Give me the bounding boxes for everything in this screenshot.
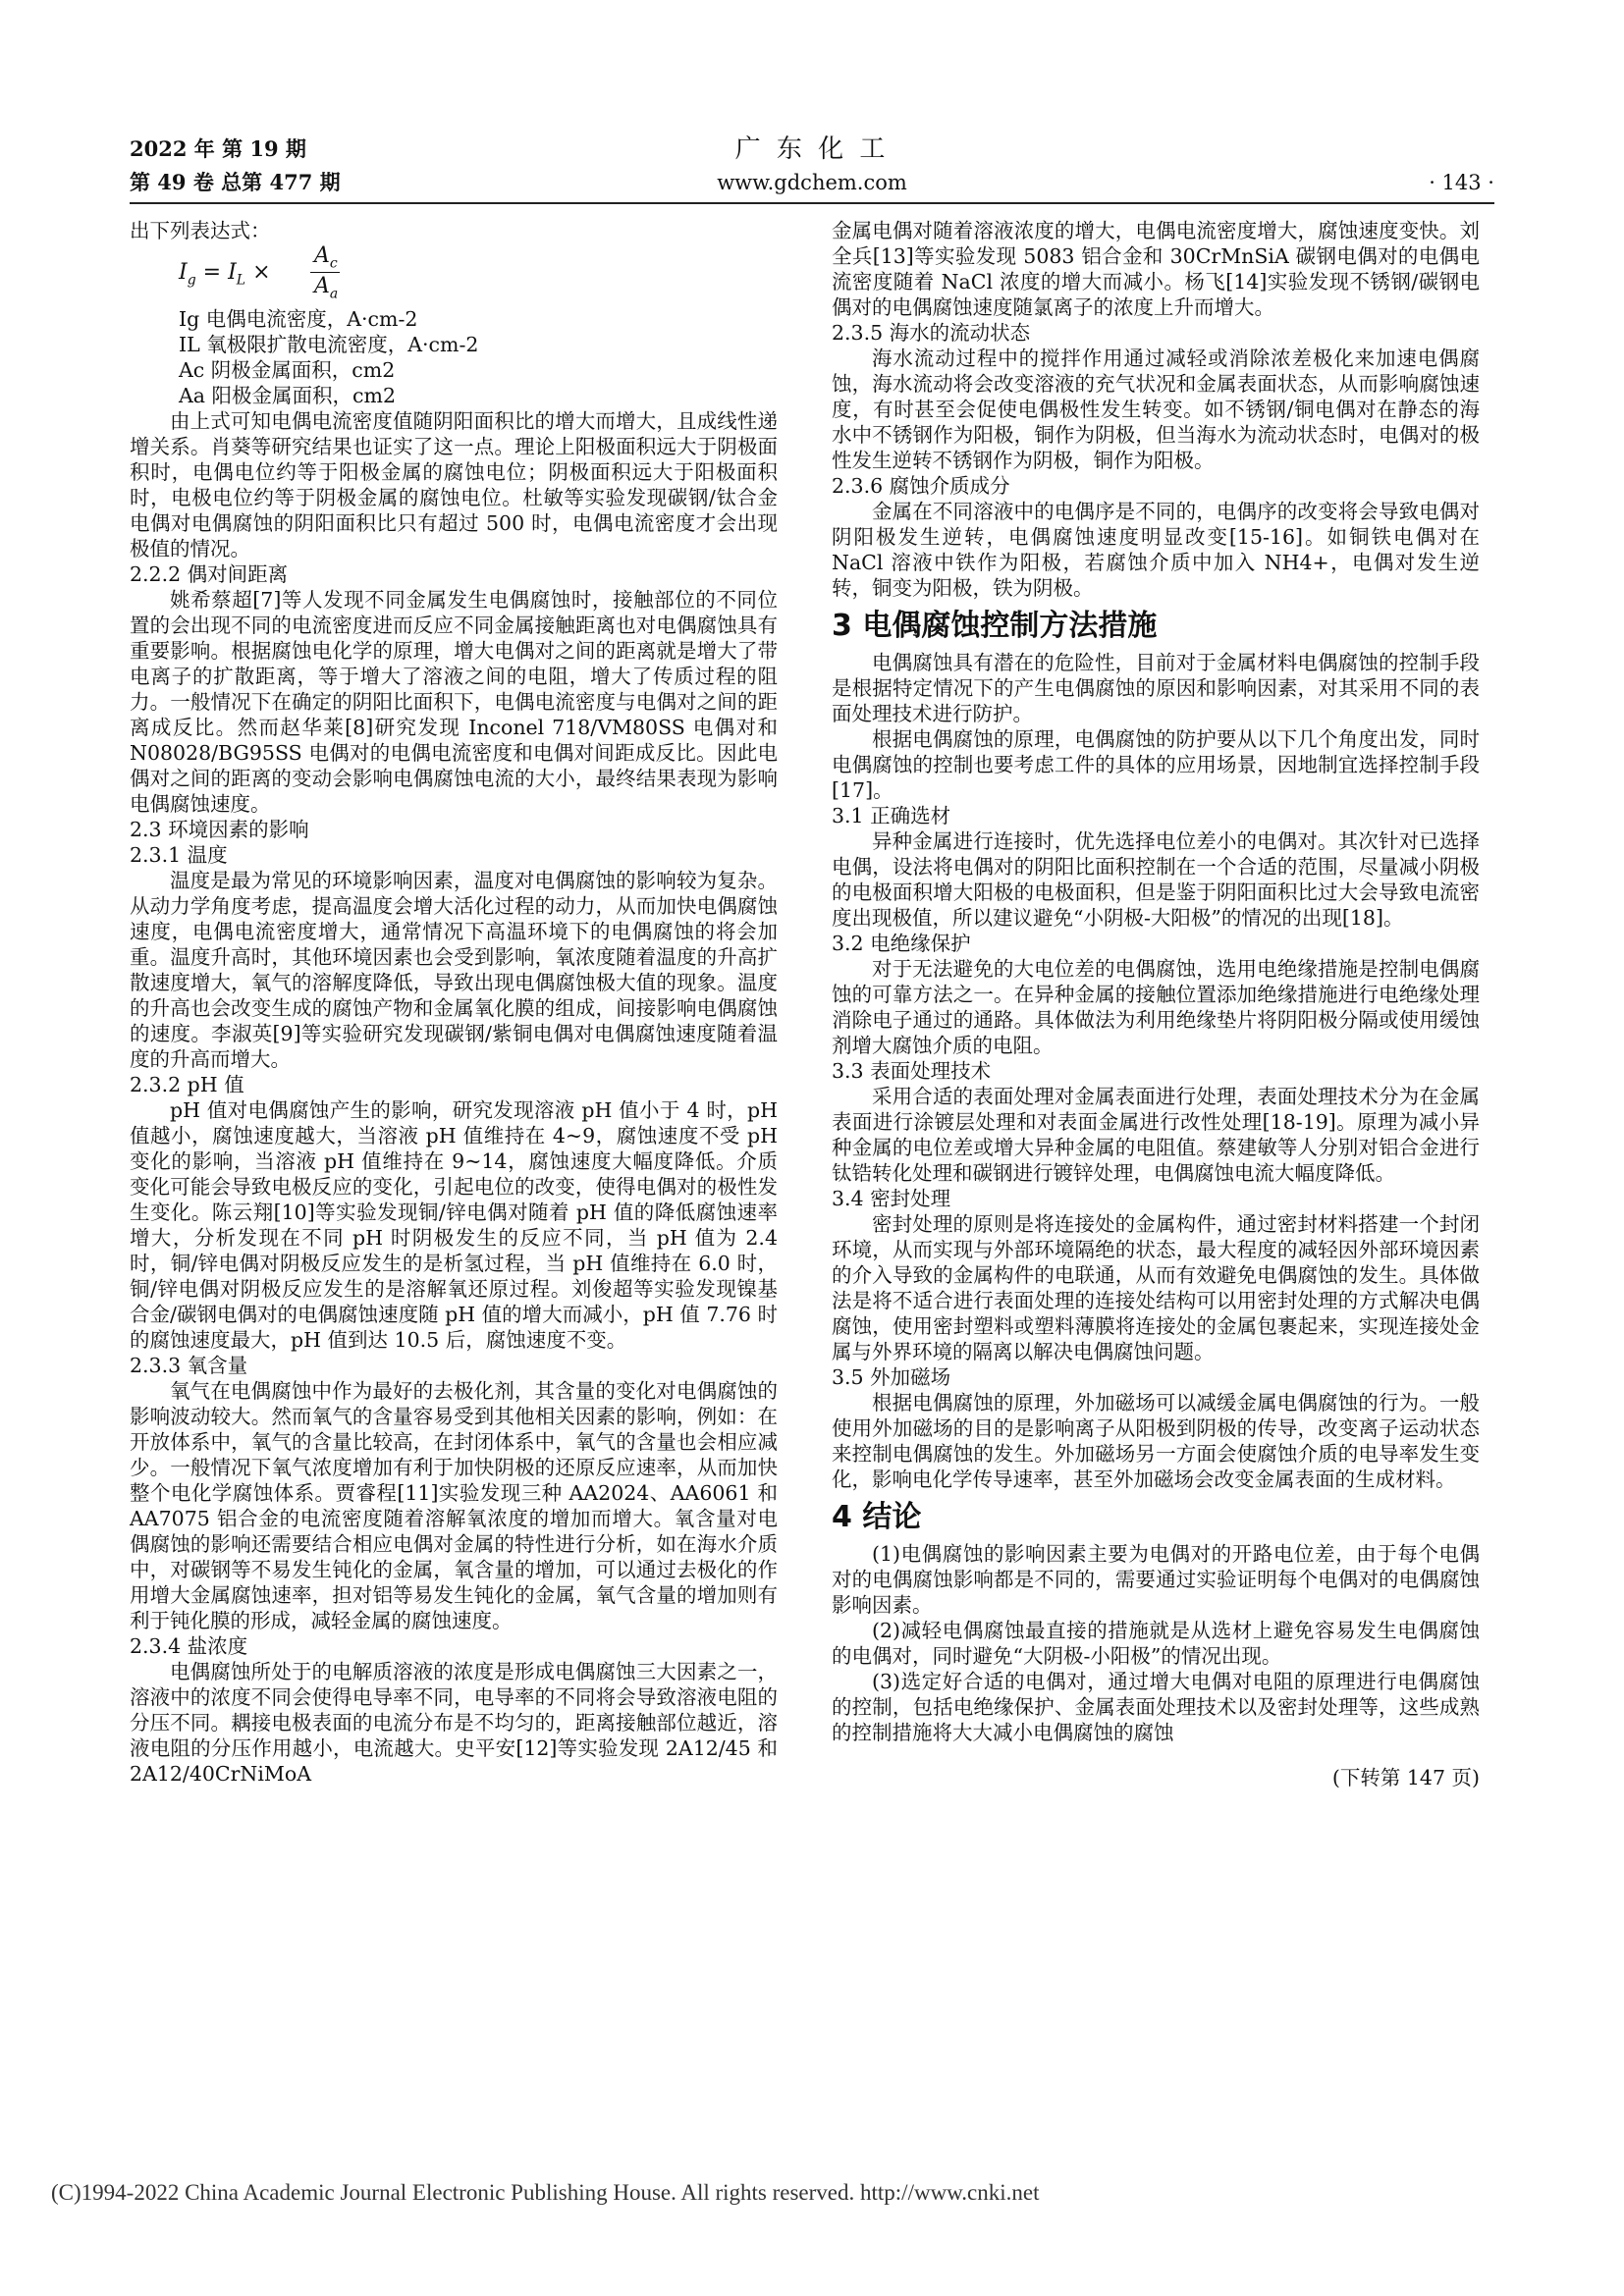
copyright-footer: (C)1994-2022 China Academic Journal Electronic Publishing House. All rights reserved. http://www.cnki.net [51,2180,1040,2205]
header-rule [130,202,1494,204]
section-heading: 2.2.2 偶对间距离 [130,562,289,586]
section-heading: 3.2 电绝缘保护 [832,932,971,955]
variable-definition: Ig 电偶电流密度，A·cm-2 [179,307,418,331]
body-paragraph: 根据电偶腐蚀的原理，外加磁场可以减缓金属电偶腐蚀的行为。一般使用外加磁场的目的是影响离子从阳极到阴极的传导，改变离子运动状态来控制电偶腐蚀的发生。外加磁场另一方面会使腐蚀介质的电导率发生变化，影响电化学传导速率，甚至外加磁场会改变金属表面的生成材料。 [832,1391,1480,1491]
body-paragraph: 姚希蔡超[7]等人发现不同金属发生电偶腐蚀时，接触部位的不同位置的会出现不同的电流密度进而反应不同金属接触距离也对电偶腐蚀具有重要影响。根据腐蚀电化学的原理，增大电偶对之间的距离就是增大了带电离子的扩散距离，等于增大了溶液之间的电阻，增大了传质过程的阻力。一般情况下在确定的阴阳比面积下，电偶电流密度与电偶对之间的距离成反比。然而赵华莱[8]研究发现 Inconel 718/VM80SS 电偶对和 N08028/BG95SS 电偶对的电偶电流密度和电偶对间距成反比。因此电偶对之间的距离的变动会影响电偶腐蚀电流的大小，最终结果表现为影响电偶腐蚀速度。 [130,588,778,816]
section-heading: 2.3.6 腐蚀介质成分 [832,474,1010,498]
section-heading: 2.3.3 氧含量 [130,1354,248,1377]
section-heading: 2.3.5 海水的流动状态 [832,321,1031,345]
section-heading: 3.1 正确选材 [832,804,951,828]
current-density-formula: $I_g = I_L$ × $A_c$ $A_a$ [179,243,339,302]
body-paragraph: 温度是最为常见的环境影响因素，温度对电偶腐蚀的影响较为复杂。从动力学角度考虑，提高温度会增大活化过程的动力，从而加快电偶腐蚀速度，电偶电流密度增大，通常情况下高温环境下的电偶腐蚀的将会加重。温度升高时，其他环境因素也会受到影响，氧浓度随着温度的升高扩散速度增大，氧气的溶解度降低，导致出现电偶腐蚀极大值的现象。温度的升高也会改变生成的腐蚀产物和金属氧化膜的组成，间接影响电偶腐蚀的速度。李淑英[9]等实验研究发现碳钢/紫铜电偶对电偶腐蚀速度随着温度的升高而增大。 [130,869,778,1071]
journal-title: 广 东 化 工 [734,134,890,164]
body-paragraph: 异种金属进行连接时，优先选择电位差小的电偶对。其次针对已选择电偶，设法将电偶对的阴阳比面积控制在一个合适的范围，尽量减小阴极的电极面积增大阳极的电极面积，但是鉴于阴阳面积比过大会导致电流密度出现极值，所以建议避免“小阴极-大阳极”的情况的出现[18]。 [832,829,1480,930]
variable-definition: Aa 阳极金属面积，cm2 [179,384,397,407]
section-heading: 2.3.1 温度 [130,843,228,867]
body-paragraph: pH 值对电偶腐蚀产生的影响，研究发现溶液 pH 值小于 4 时，pH 值越小，腐蚀速度越大，当溶液 pH 值维持在 4~9，腐蚀速度不受 pH 变化的影响，当溶液 pH 值维持在 9~14，腐蚀速度大幅度降低。介质变化可能会导致电极反应的变化，引起电位的改变，使得电偶对的极性发生变化。陈云翔[10]等实验发现铜/锌电偶对随着 pH 值的降低腐蚀速率增大，分析发现在不同 pH 时阴极发生的反应不同，当 pH 值为 2.4 时，铜/锌电偶对阴极反应发生的是析氢过程，当 pH 值维持在 6.0 时，铜/锌电偶对阴极反应发生的是溶解氧还原过程。刘俊超等实验发现镍基合金/碳钢电偶对的电偶腐蚀速度随 pH 值的增大而减小，pH 值 7.76 时的腐蚀速度最大，pH 值到达 10.5 后，腐蚀速度不变。 [130,1098,778,1352]
body-paragraph: 氧气在电偶腐蚀中作为最好的去极化剂，其含量的变化对电偶腐蚀的影响波动较大。然而氧气的含量容易受到其他相关因素的影响，例如：在开放体系中，氧气的含量比较高，在封闭体系中，氧气的含量也会相应减少。一般情况下氧气浓度增加有利于加快阴极的还原反应速率，从而加快整个电化学腐蚀体系。贾睿程[11]实验发现三种 AA2024、AA6061 和 AA7075 铝合金的电流密度随着溶解氧浓度的增加而增大。氧含量对电偶腐蚀的影响还需要结合相应电偶对金属的特性进行分析，如在海水介质中，对碳钢等不易发生钝化的金属，氧含量的增加，可以通过去极化的作用增大金属腐蚀速率，担对铝等易发生钝化的金属，氧气含量的增加则有利于钝化膜的形成，减轻金属的腐蚀速度。 [130,1379,778,1632]
body-paragraph: 海水流动过程中的搅拌作用通过减轻或消除浓差极化来加速电偶腐蚀，海水流动将会改变溶液的充气状况和金属表面状态，从而影响腐蚀速度，有时甚至会促使电偶极性发生转变。如不锈钢/铜电偶对在静态的海水中不锈钢作为阳极，铜作为阴极，但当海水为流动状态时，电偶对的极性发生逆转不锈钢作为阴极，铜作为阳极。 [832,347,1480,472]
conclusion-item: (1)电偶腐蚀的影响因素主要为电偶对的开路电位差，由于每个电偶对的电偶腐蚀影响都是不同的，需要通过实验证明每个电偶对的电偶腐蚀影响因素。 [832,1542,1480,1617]
formula-intro: 出下列表达式： [130,219,271,242]
page-header [130,133,1494,198]
body-paragraph: 密封处理的原则是将连接处的金属构件，通过密封材料搭建一个封闭环境，从而实现与外部环境隔绝的状态，最大程度的减轻因外部环境因素的介入导致的金属构件的电联通，从而有效避免电偶腐蚀的发生。具体做法是将不适合进行表面处理的连接处结构可以用密封处理的方式解决电偶腐蚀，使用密封塑料或塑料薄膜将连接处的金属包裹起来，实现连接处金属与外界环境的隔离以解决电偶腐蚀问题。 [832,1212,1480,1363]
section-heading: 3.4 密封处理 [832,1187,951,1210]
journal-website: www.gdchem.com [717,171,907,194]
section-heading: 3.5 外加磁场 [832,1365,951,1389]
chapter-heading: 3 电偶腐蚀控制方法措施 [832,609,1158,643]
continued-note: (下转第 147 页) [1331,1766,1480,1789]
variable-definition: IL 氧极限扩散电流密度，A·cm-2 [179,333,479,356]
section-heading: 2.3.2 pH 值 [130,1073,244,1096]
body-paragraph: 由上式可知电偶电流密度值随阴阳面积比的增大而增大，且成线性递增关系。肖葵等研究结果也证实了这一点。理论上阳极面积远大于阴极面积时，电偶电位约等于阳极金属的腐蚀电位；阴极面积远大于阳极面积时，电极电位约等于阴极金属的腐蚀电位。杜敏等实验发现碳钢/钛合金电偶对电偶腐蚀的阴阳面积比只有超过 500 时，电偶电流密度才会出现极值的情况。 [130,409,778,561]
body-paragraph: 对于无法避免的大电位差的电偶腐蚀，选用电绝缘措施是控制电偶腐蚀的可靠方法之一。在异种金属的接触位置添加绝缘措施进行电绝缘处理消除电子通过的通路。具体做法为利用绝缘垫片将阴阳极分隔或使用缓蚀剂增大腐蚀介质的电阻。 [832,957,1480,1057]
volume-label: 第 49 卷 总第 477 期 [130,170,341,194]
right-column [832,218,1480,1790]
issue-label: 2022 年 第 19 期 [130,136,306,161]
section-heading: 2.3.4 盐浓度 [130,1634,248,1658]
left-column [130,218,778,1787]
body-paragraph: 金属在不同溶液中的电偶序是不同的，电偶序的改变将会导致电偶对阴阳极发生逆转，电偶腐蚀速度明显改变[15-16]。如铜铁电偶对在 NaCl 溶液中铁作为阳极，若腐蚀介质中加入 NH4+，电偶对发生逆转，铜变为阳极，铁为阴极。 [832,500,1480,600]
body-paragraph: 电偶腐蚀具有潜在的危险性，目前对于金属材料电偶腐蚀的控制手段是根据特定情况下的产生电偶腐蚀的原因和影响因素，对其采用不同的表面处理技术进行防护。 [832,651,1480,725]
variable-definition: Ac 阴极金属面积，cm2 [179,358,396,382]
conclusion-item: (2)减轻电偶腐蚀最直接的措施就是从选材上避免容易发生电偶腐蚀的电偶对，同时避免“大阴极-小阳极”的情况出现。 [832,1619,1480,1668]
body-paragraph: 采用合适的表面处理对金属表面进行处理，表面处理技术分为在金属表面进行涂镀层处理和对表面金属进行改性处理[18-19]。原理为减小异种金属的电位差或增大异种金属的电阻值。蔡建敏等人分别对铝合金进行钛锆转化处理和碳钢进行镀锌处理，电偶腐蚀电流大幅度降低。 [832,1085,1480,1185]
body-paragraph: 电偶腐蚀所处于的电解质溶液的浓度是形成电偶腐蚀三大因素之一，溶液中的浓度不同会使得电导率不同，电导率的不同将会导致溶液电阻的分压不同。耦接电极表面的电流分布是不均匀的，距离接触部位越近，溶液电阻的分压作用越小，电流越大。史平安[12]等实验发现 2A12/45 和 2A12/40CrNiMoA [130,1660,778,1786]
chapter-heading: 4 结论 [832,1500,922,1534]
section-heading: 2.3 环境因素的影响 [130,818,309,841]
page-number: · 143 · [1429,171,1494,194]
body-paragraph: 根据电偶腐蚀的原理，电偶腐蚀的防护要从以下几个角度出发，同时电偶腐蚀的控制也要考虑工件的具体的应用场景，因地制宜选择控制手段[17]。 [832,727,1480,802]
body-paragraph: 金属电偶对随着溶液浓度的增大，电偶电流密度增大，腐蚀速度变快。刘全兵[13]等实验发现 5083 铝合金和 30CrMnSiA 碳钢电偶对的电偶电流密度随着 NaCl 浓度的增大而减小。杨飞[14]实验发现不锈钢/碳钢电偶对的电偶腐蚀速度随氯离子的浓度上升而增大。 [832,219,1480,319]
section-heading: 3.3 表面处理技术 [832,1059,992,1083]
conclusion-item: (3)选定好合适的电偶对，通过增大电偶对电阻的原理进行电偶腐蚀的控制，包括电绝缘保护、金属表面处理技术以及密封处理等，这些成熟的控制措施将大大减小电偶腐蚀的腐蚀 [832,1670,1480,1744]
